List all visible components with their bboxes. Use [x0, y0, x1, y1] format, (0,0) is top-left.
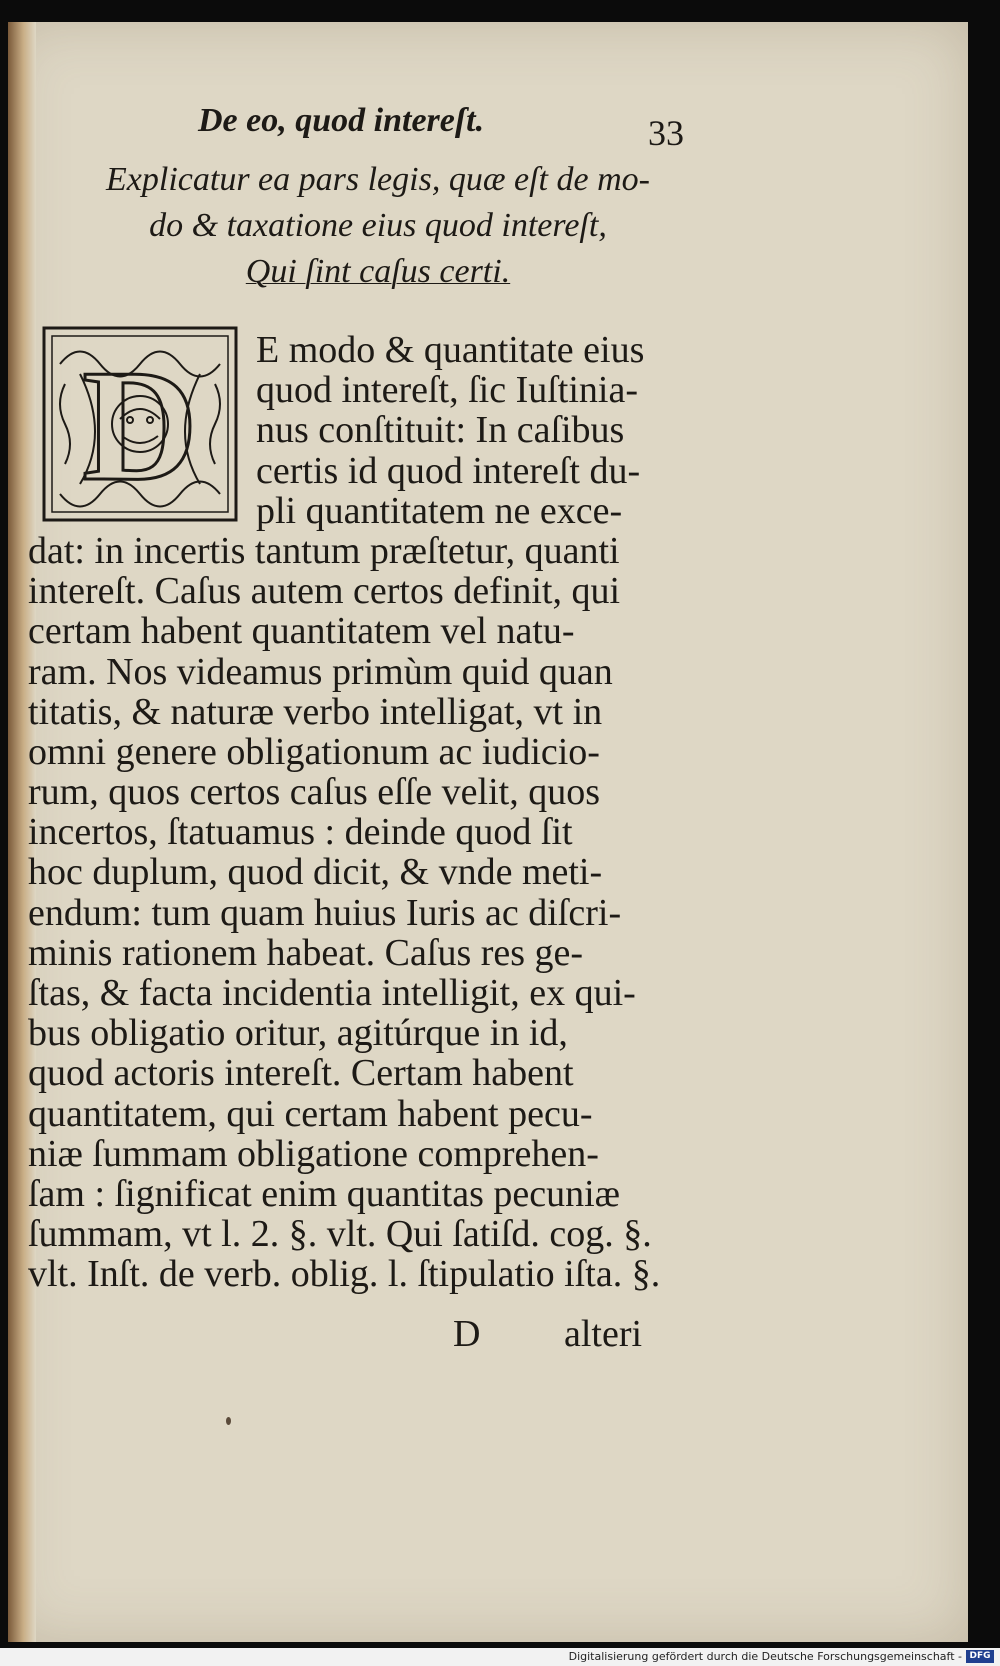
footer-credit: Digitalisierung gefördert durch die Deutsche Forschungsgemeinschaft - [568, 1650, 962, 1663]
summary-line: Explicatur ea pars legis, quæ eſt de mo- [106, 161, 650, 198]
body-line: niæ ſummam obligatione comprehen- [28, 1132, 599, 1175]
body-line: ſtas, & facta incidentia intelligit, ex qui- [28, 972, 636, 1014]
initial-letter: D [82, 336, 198, 514]
body-line: quod actoris intereſt. Certam habent [28, 1052, 574, 1095]
body-line: quod intereſt, ſic Iuſtinia- [256, 369, 639, 412]
body-line: incertos, ſtatuamus : deinde quod ſit [28, 811, 573, 854]
body-line: certam habent quantitatem vel natu- [28, 610, 575, 653]
running-head: De eo, quod intereſt. [198, 102, 485, 139]
chapter-summary [78, 157, 678, 295]
body-line: rum, quos certos caſus eſſe velit, quos [28, 771, 600, 814]
body-line: nus conſtituit: In caſibus [256, 409, 625, 452]
body-line: hoc duplum, quod dicit, & vnde meti- [28, 851, 603, 894]
body-line: pli quantitatem ne exce- [256, 489, 623, 532]
page-number: 33 [648, 113, 684, 153]
body-line: ſummam, vt l. 2. §. vlt. Qui ſatiſd. cog. §. [28, 1213, 652, 1256]
body-line: certis id quod intereſt du- [256, 449, 641, 492]
body-line: E modo & quantitate eius [256, 329, 645, 371]
body-line: quantitatem, qui certam habent pecu- [28, 1092, 593, 1135]
body-line: titatis, & naturæ verbo intelligat, vt in [28, 690, 603, 733]
catchword: alteri [564, 1313, 643, 1355]
body-line: ſam : ſignificat enim quantitas pecuniæ [28, 1172, 621, 1215]
summary-line: do & taxatione eius quod intereſt, [149, 207, 607, 244]
dfg-logo: DFG [966, 1650, 994, 1663]
body-line: ram. Nos videamus primùm quid quan [28, 650, 613, 693]
body-line: minis rationem habeat. Caſus res ge- [28, 931, 584, 974]
body-line: dat: in incertis tantum præſtetur, quanti [28, 529, 620, 572]
book-page [8, 22, 968, 1642]
body-line: bus obligatio oritur, agitúrque in id, [28, 1012, 568, 1055]
paper-speck [226, 1417, 231, 1425]
body-line: endum: tum quam huius Iuris ac diſcri- [28, 891, 622, 934]
body-line: intereſt. Caſus autem certos definit, qui [28, 570, 621, 613]
summary-line: Qui ſint caſus certi. [245, 253, 511, 290]
body-line: omni genere obligationum ac iudicio- [28, 730, 600, 773]
body-text [28, 330, 688, 1295]
signature-mark: D [453, 1313, 481, 1355]
body-line: vlt. Inſt. de verb. oblig. l. ſtipulatio iſta. §. [28, 1253, 661, 1296]
